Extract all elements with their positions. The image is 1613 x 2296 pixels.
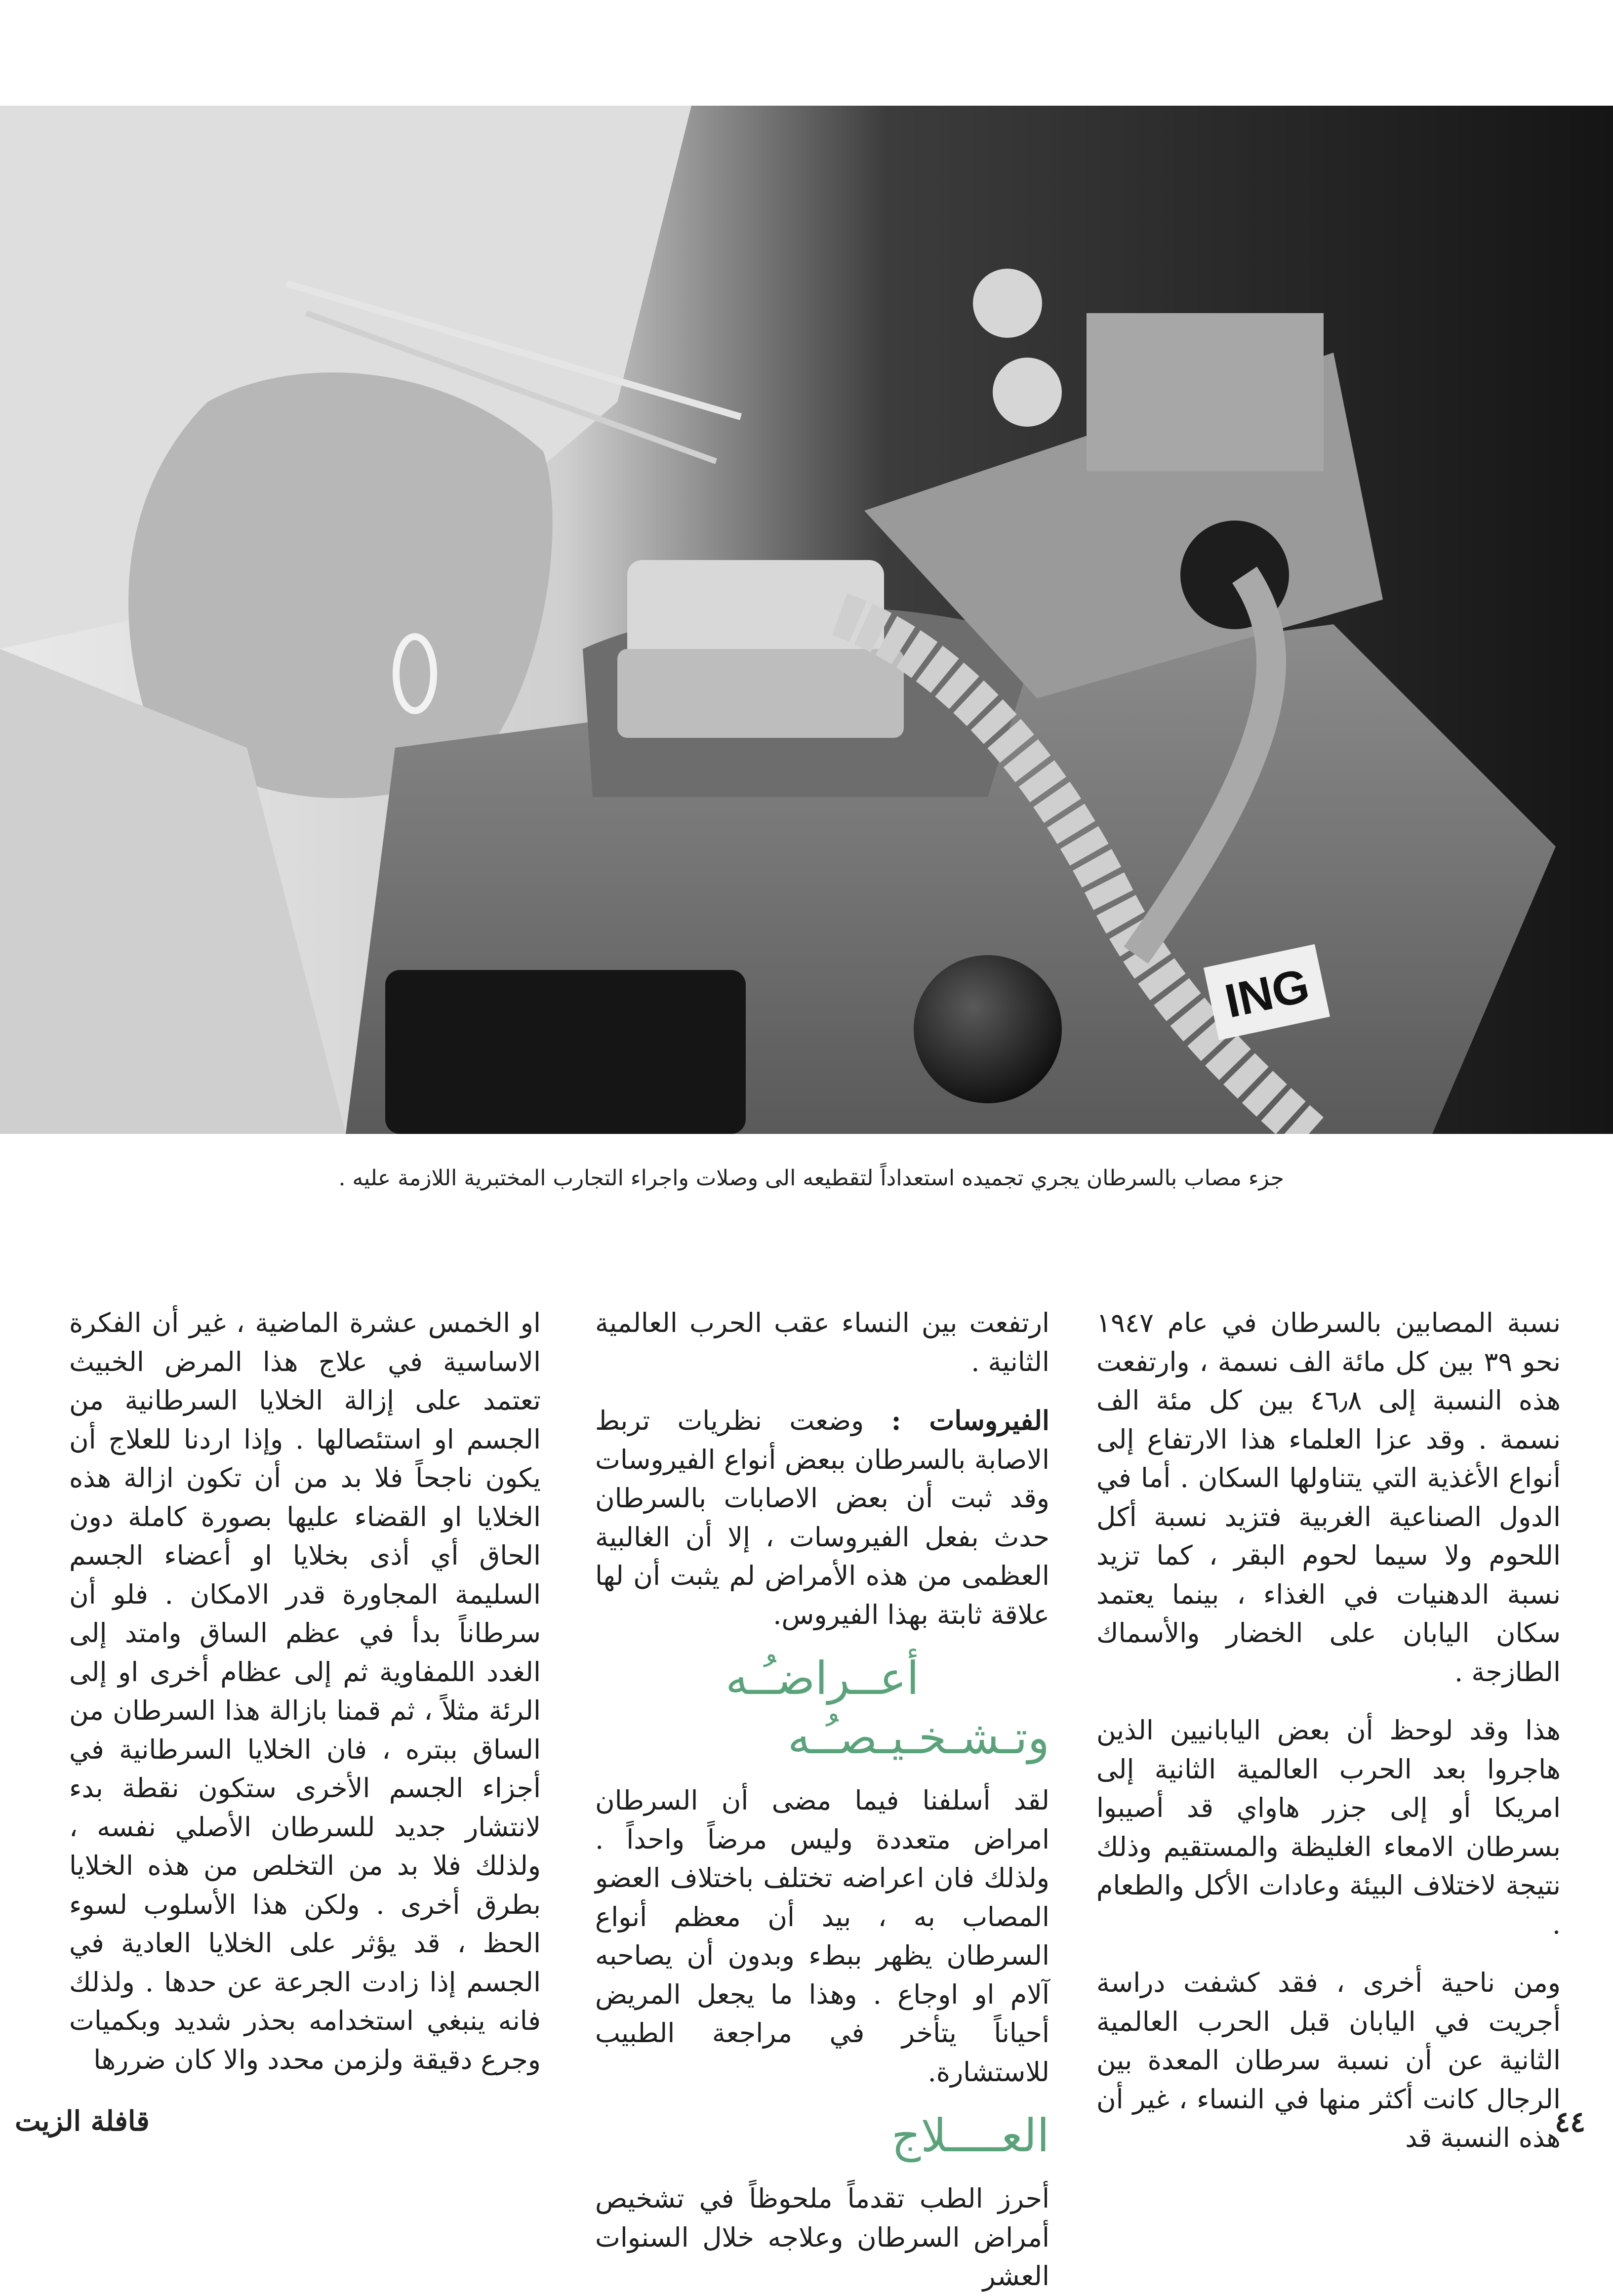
magazine-name: قافلة الزيت (15, 2105, 150, 2137)
paragraph-text: وضعت نظريات تربط الاصابة بالسرطان ببعض أنواع الفيروسات وقد ثبت أن بعض الاصابات بالسرطان حدث بفعل الفيروسات ، إلا أن الغالبية العظمى من هذه الأمراض لم يثبت أن لها علاقة ثابتة بهذا الفيروس. (595, 1405, 1049, 1630)
paragraph: ارتفعت بين النساء عقب الحرب العالمية الثانية . (595, 1307, 1049, 1377)
paragraph: نسبة المصابين بالسرطان في عام ١٩٤٧ نحو ٣٩ بين كل مائة الف نسمة ، وارتفعت هذه النسبة إلى ٤٦٫٨ بين كل مئة الف نسمة . وقد عزا العلماء هذا الارتفاع إلى أنواع الأغذية التي يتناولها السكان . أما في الدول الصناعية الغربية فتزيد نسبة أكل اللحوم ولا سيما لحوم البقر ، كما تزيد نسبة الدهنيات في الغذاء ، بينما يعتمد سكان اليابان على الخضار والأسماك الطازجة . (1096, 1307, 1561, 1688)
paragraph: او الخمس عشرة الماضية ، غير أن الفكرة الاساسية في علاج هذا المرض الخبيث تعتمد على إزالة الخلايا السرطانية من الجسم او استئصالها . وإذا اردنا للعلاج أن يكون ناجحاً فلا بد من أن تكون ازالة هذه الخلايا او القضاء عليها بصورة كاملة دون الحاق أي أذى بخلايا او أعضاء الجسم السليمة المجاورة قدر الامكان . فلو أن سرطاناً بدأ في عظم الساق وامتد إلى الغدد اللمفاوية ثم إلى عظام أخرى او إلى الرئة مثلاً ، ثم قمنا بازالة هذا السرطان من الساق ببتره ، فان الخلايا السرطانية في أجزاء الجسم الأخرى ستكون نقطة بدء لانتشار جديد للسرطان الأصلي نفسه ، ولذلك فلا بد من التخلص من هذه الخلايا بطرق أخرى . ولكن هذا الأسلوب لسوء الحظ ، قد يؤثر على الخلايا العادية في الجسم إذا زادت الجرعة عن حدها . ولذلك فانه ينبغي استخدامه بحذر شديد وبكميات وجرع دقيقة ولزمن محدد والا كان ضررها (69, 1307, 541, 2075)
paragraph: لقد أسلفنا فيما مضى أن السرطان امراض متعددة وليس مرضاً واحداً . ولذلك فان اعراضه تختلف باختلاف العضو المصاب به ، بيد أن معظم أنواع السرطان يظهر ببطء وبدون أن يصاحبه آلام او اوجاع . وهذا ما يجعل المريض أحياناً يتأخر في مراجعة الطبيب للاستشارة. (595, 1785, 1049, 2088)
photo-caption: جزء مصاب بالسرطان يجري تجميده استعداداً لتقطيعه الى وصلات واجراء التجارب المختبرية اللازمة عليه . (338, 1166, 1284, 1191)
page-number: ٤٤ (1555, 2105, 1586, 2138)
section-heading-treatment: العــــلاج (891, 2109, 1049, 2162)
subsection-lead: الفيروسات : (891, 1405, 1049, 1436)
paragraph-viruses (595, 1401, 1049, 1634)
microtome-photo (0, 106, 1613, 1134)
machine-label-text: ING (1220, 959, 1314, 1028)
paragraph: أحرز الطب تقدماً ملحوظاً في تشخيص أمراض السرطان وعلاجه خلال السنوات العشر (595, 2183, 1049, 2292)
paragraph: ومن ناحية أخرى ، فقد كشفت دراسة أجريت في اليابان قبل الحرب العالمية الثانية عن أن نسبة سرطان المعدة بين الرجال كانت أكثر منها في النساء ، غير أن هذه النسبة قد (1096, 1967, 1561, 2153)
section-heading-symptoms: أعــراضـُـه وتـشـخـيـصـُـه (725, 1652, 1049, 1764)
article-column-left (69, 1304, 541, 2079)
paragraph: هذا وقد لوحظ أن بعض اليابانيين الذين هاجروا بعد الحرب العالمية الثانية إلى امريكا أو إلى جزر هاواي قد أصيبوا بسرطان الامعاء الغليظة والمستقيم وذلك نتيجة لاختلاف البيئة وعادات الأكل والطعام . (1096, 1715, 1561, 1940)
article-column-right (1096, 1304, 1561, 2158)
article-column-middle (595, 1304, 1049, 2296)
microtome-photo-graphic (0, 106, 1613, 1134)
